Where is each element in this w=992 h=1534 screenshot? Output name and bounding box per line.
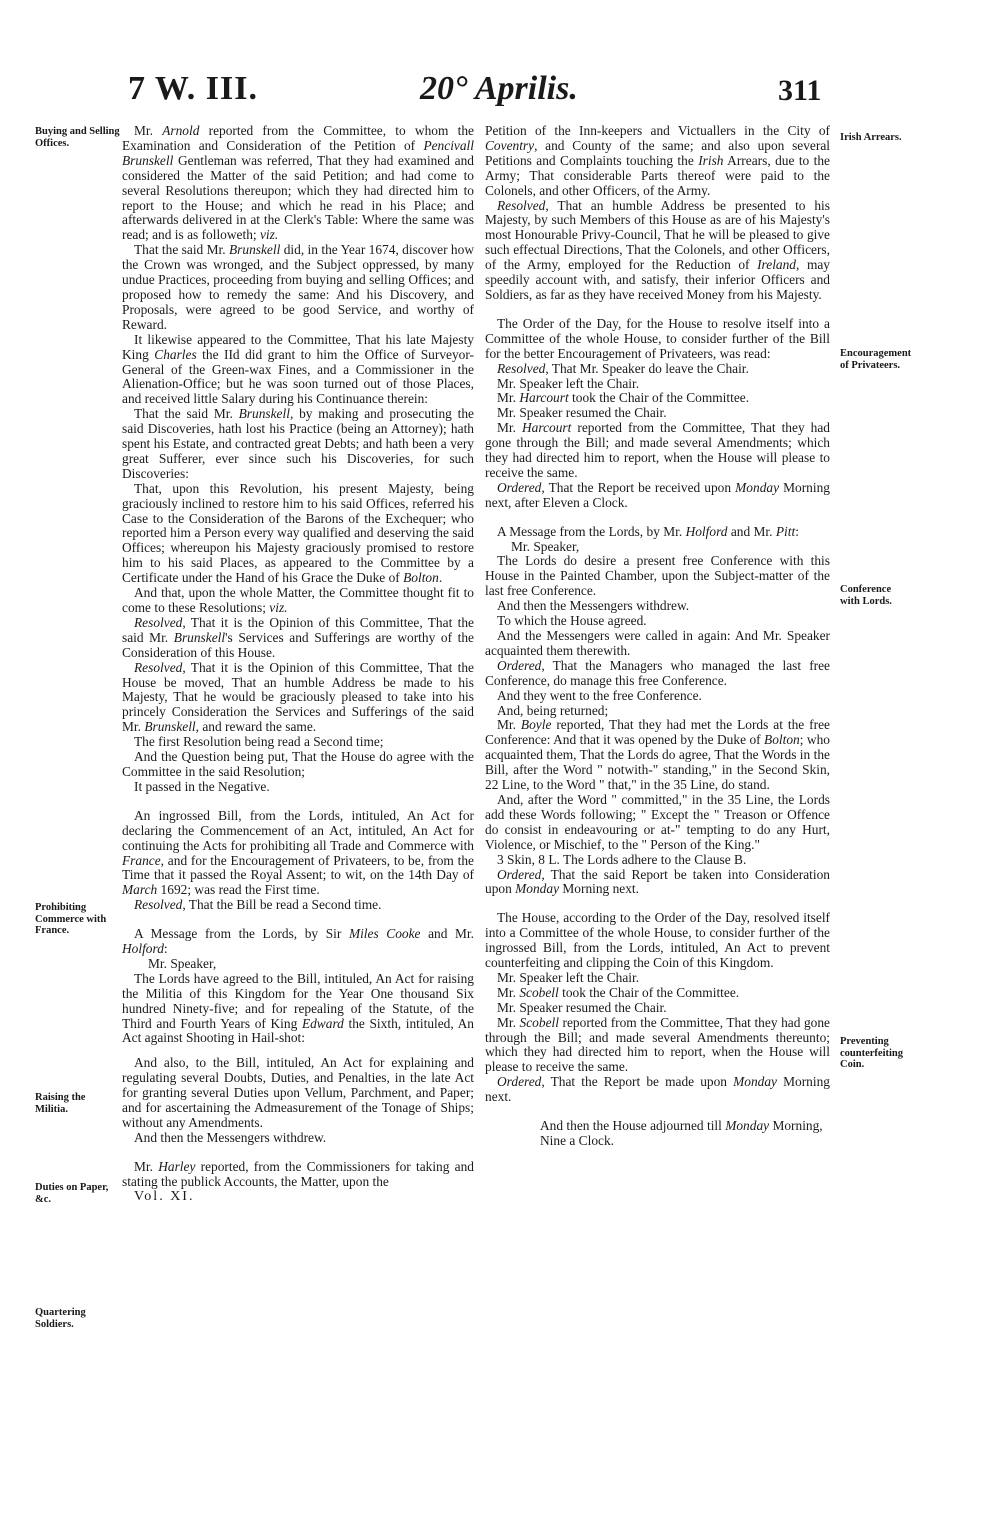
margin-note-quartering: Quartering Soldiers. <box>35 1307 86 1330</box>
paragraph-speaker-resumed-2: Mr. Speaker resumed the Chair. <box>497 999 667 1015</box>
paragraph-arnold-report: Mr. Arnold reported from the Committee, to whom the Examination and Consideration of the Petition of Pencivall Brunskell Gentleman was referred, That they had examined and considered the Matter of the said Petition; and had come to several Resolutions thereupon; which they had directed him to report to the House; and which he read in his Place; and afterwards delivered in at the Clerk's Table: Where the same was read; and is as followeth; viz. <box>122 123 474 243</box>
paragraph-message-lords: A Message from the Lords, by Sir Miles Cooke and Mr. Holford: <box>122 926 474 957</box>
paragraph-report-monday: Ordered, That the Report be received upon Monday Morning next, after Eleven a Clock. <box>485 479 830 510</box>
paragraph-question-put: And the Question being put, That the House do agree with the Committee in the said Resolution; <box>122 749 474 779</box>
margin-note-irish-arrears: Irish Arrears. <box>840 132 902 143</box>
paragraph-message-holford-pitt: A Message from the Lords, by Mr. Holford and Mr. Pitt: <box>497 523 799 539</box>
paragraph-speaker-address: Mr. Speaker, <box>148 955 217 971</box>
margin-note-counterfeiting: Preventing counterfeiting Coin. <box>840 1036 903 1070</box>
paragraph-lords-add-words: And, after the Word " committed," in the 35 Line, the Lords add these Words following; " Except the " Treason or Offence do consist in endeavouring or at-" tempting to do any Hurt, Violence, or Mischief, to the " Person of the King." <box>485 791 830 852</box>
paragraph-clause-b: 3 Skin, 8 L. The Lords adhere to the Clause B. <box>497 851 747 867</box>
page-header <box>0 70 992 120</box>
paragraph-messengers-withdrew: And then the Messengers withdrew. <box>134 1129 327 1145</box>
margin-note-prohibiting: Prohibiting Commerce with France. <box>35 902 107 936</box>
page-date: 20° Aprilis. <box>420 70 578 107</box>
paragraph-office-grant: It likewise appeared to the Committee, That his late Majesty King Charles the IId did grant to him the Office of Surveyor-General of the Green-wax Fines, and a Commissioner in the Alienation-Office; but he was soon turned out of those Places, and received little Salary during his Continuance therein: <box>122 331 474 407</box>
paragraph-harcourt-chair: Mr. Harcourt took the Chair of the Committee. <box>497 390 750 406</box>
paragraph-boyle-report: Mr. Boyle reported, That they had met the Lords at the free Conference: And that it was opened by the Duke of Bolton; who acquainted them, That the Lords do agree, That the Words in the Bill, after the Word " notwith-" standing," in the Second Skin, 22 Line, to the Word " that," in the 35 Line, do stand. <box>485 717 830 793</box>
paragraph-first-resolution-read: The first Resolution being read a Second time; <box>134 734 384 750</box>
left-column <box>122 124 474 1205</box>
volume-label: Vol. XI. <box>134 1188 195 1204</box>
margin-note-privateers: Encouragement of Privateers. <box>840 348 912 371</box>
paragraph-address-resolved: Resolved, That an humble Address be presented to his Majesty, by such Members of this House as are of his Majesty's most Honourable Privy-Council, That he will be pleased to give such effectual Directions, That the Colonels, and other Officers, of the Army, employed for the Reduction of Ireland, may speedily account with, and satisfy, their inferior Officers and Soldiers, as far as they have received Money from his Majesty. <box>485 197 830 302</box>
paragraph-messengers-withdrew-2: And then the Messengers withdrew. <box>497 598 690 614</box>
paragraph-counterfeiting-committee: The House, according to the Order of the Day, resolved itself into a Committee of the whole House, to consider further of the ingrossed Bill, from the Lords, intituled, An Act to prevent counterfeiting and clipping the Coin of this Kingdom. <box>485 910 830 971</box>
margin-note-conference: Conference with Lords. <box>840 584 892 607</box>
paragraph-managers-ordered: Ordered, That the Managers who managed the last free Conference, do manage this free Conference. <box>485 657 830 688</box>
margin-note-militia: Raising the Militia. <box>35 1092 86 1115</box>
paragraph-second-reading: Resolved, That the Bill be read a Second time. <box>134 897 382 913</box>
paragraph-speaker-address-2: Mr. Speaker, <box>511 538 580 554</box>
page-number: 311 <box>778 74 822 107</box>
paragraph-coventry-petition: Petition of the Inn-keepers and Victuallers in the City of Coventry, and County of the same; and also upon several Petitions and Complaints touching the Irish Arrears, due to the Army; That considerable Parts thereof were paid to the Colonels, and other Officers, of the Army. <box>485 123 830 198</box>
paragraph-speaker-resumed: Mr. Speaker resumed the Chair. <box>497 405 667 421</box>
paragraph-report-made-monday: Ordered, That the Report be made upon Monday Morning next. <box>485 1074 830 1105</box>
paragraph-militia-bill: The Lords have agreed to the Bill, intituled, An Act for raising the Militia of this Kingdom for the Year One thousand Six hundred Ninety-five; and for repealing of the Statute, of the Third and Fourth Years of King Edward the Sixth, intituled, An Act against Shooting in Hail-shot: <box>122 970 474 1046</box>
paragraph-report-consideration: Ordered, That the said Report be taken into Consideration upon Monday Morning next. <box>485 866 830 897</box>
paragraph-whole-matter: And that, upon the whole Matter, the Committee thought fit to come to these Resolutions; viz. <box>122 585 474 615</box>
paragraph-scobell-chair: Mr. Scobell took the Chair of the Committee. <box>497 984 740 1000</box>
right-column <box>485 124 830 1149</box>
paragraph-free-conference-desire: The Lords do desire a present free Conference with this House in the Painted Chamber, upon the Subject-matter of the last free Conference. <box>485 553 830 599</box>
paragraph-order-of-day-privateers: The Order of the Day, for the House to resolve itself into a Committee of the whole House, to consider further of the Bill for the better Encouragement of Privateers, was read: <box>485 315 830 361</box>
paragraph-house-agreed: To which the House agreed. <box>497 613 647 629</box>
paragraph-resolution-1: Resolved, That it is the Opinion of this Committee, That the said Mr. Brunskell's Services and Sufferings are worthy of the Consideration of this House. <box>122 614 474 660</box>
paragraph-resolution-2: Resolved, That it is the Opinion of this Committee, That the House be moved, That an humble Address be made to his Majesty, That he would be graciously pleased to take into his princely Consideration the Services and Sufferings of the said Mr. Brunskell, and reward the same. <box>122 659 474 735</box>
paragraph-scobell-report: Mr. Scobell reported from the Committee, That they had gone through the Bill; and made several Amendments thereunto; which they had directed him to report, when the House will please to receive the same. <box>485 1014 830 1075</box>
paragraph-negative: It passed in the Negative. <box>134 778 270 794</box>
paragraph-revolution: That, upon this Revolution, his present Majesty, being graciously inclined to restore him to his said Offices, referred his Case to the Consideration of the Barons of the Exchequer; who reported him a Person every way qualified and deserving the said Offices; whereupon his Majesty graciously promised to restore him to his said Places, as appeared to the Committee by a Certificate under the Hand of his Grace the Duke of Bolton. <box>122 480 474 586</box>
paragraph-went-to-conference: And they went to the free Conference. <box>497 687 702 703</box>
regnal-year: 7 W. III. <box>128 70 258 107</box>
paragraph-messengers-called: And the Messengers were called in again: And Mr. Speaker acquainted them therewith. <box>485 628 830 658</box>
paragraph-ingrossed-bill: An ingrossed Bill, from the Lords, intituled, An Act for declaring the Commencement of an Act, intituled, An Act for continuing the Acts for prohibiting all Trade and Commerce with France, and for the Encouragement of Privateers, to be, from the Time that it passed the Royal Assent; to wit, on the 14th Day of March 1692; was read the First time. <box>122 807 474 898</box>
paragraph-speaker-left-2: Mr. Speaker left the Chair. <box>497 969 640 985</box>
margin-note-duties: Duties on Paper, &c. <box>35 1182 109 1205</box>
paragraph-discovery: That the said Mr. Brunskell did, in the Year 1674, discover how the Crown was wronged, and the Subject oppressed, by many undue Practices, proceeding from buying and selling Offices; and proposed how to remedy the same: And his Discovery, and Proposals, were agreed to be good Service, and worthy of Reward. <box>122 242 474 332</box>
paragraph-duties-bill: And also, to the Bill, intituled, An Act for explaining and regulating several Doubts, Duties, and Penalties, in the late Act for granting several Duties upon Vellum, Parchment, and Paper; and for ascertaining the Admeasurement of the Tonage of Ships; without any Amendments. <box>122 1055 474 1130</box>
paragraph-harcourt-report: Mr. Harcourt reported from the Committee, That they had gone through the Bill; and made several Amendments; which they had directed him to report, when the House will please to receive the same. <box>485 420 830 480</box>
paragraph-sufferings: That the said Mr. Brunskell, by making and prosecuting the said Discoveries, hath lost his Practice (being an Attorney); hath spent his Estate, and contracted great Debts; and hath been a very great Sufferer, ever since such his Discoveries, for such Discoveries: <box>122 406 474 481</box>
paragraph-leave-chair: Resolved, That Mr. Speaker do leave the Chair. <box>497 360 749 376</box>
margin-note-buying-selling: Buying and Selling Offices. <box>35 126 120 149</box>
paragraph-house-adjourned: And then the House adjourned till Monday Morning, Nine a Clock. <box>540 1118 823 1148</box>
paragraph-being-returned: And, being returned; <box>497 702 609 718</box>
paragraph-harley-report: Mr. Harley reported, from the Commissioners for taking and stating the publick Accounts, the Matter, upon the <box>122 1158 474 1189</box>
paragraph-speaker-left: Mr. Speaker left the Chair. <box>497 375 640 391</box>
